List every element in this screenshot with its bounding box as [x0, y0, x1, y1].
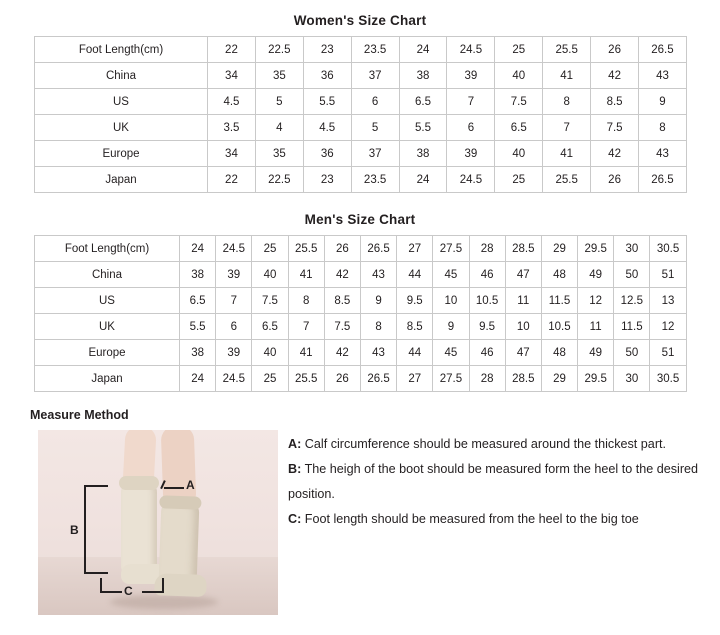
womens-size-table: [34, 36, 687, 193]
table-cell: 41: [543, 63, 591, 89]
row-label: US: [35, 89, 208, 115]
table-cell: 11.5: [614, 314, 650, 340]
table-cell: 51: [650, 340, 686, 366]
table-cell: 9.5: [469, 314, 505, 340]
annotation-a-label: A: [186, 478, 195, 492]
table-cell: 37: [351, 63, 399, 89]
table-cell: 43: [639, 141, 687, 167]
table-row: [35, 288, 687, 314]
table-cell: 25: [252, 366, 288, 392]
table-cell: 6.5: [399, 89, 447, 115]
table-cell: 7: [216, 288, 252, 314]
table-cell: 41: [543, 141, 591, 167]
table-cell: 27: [397, 236, 433, 262]
measure-method-instructions: [288, 432, 700, 532]
measure-instruction-text: Foot length should be measured from the heel to the big toe: [301, 512, 639, 526]
table-row: [35, 37, 687, 63]
table-cell: 40: [252, 340, 288, 366]
measure-instruction-key: C:: [288, 512, 302, 526]
table-cell: 4.5: [303, 115, 351, 141]
table-cell: 40: [495, 141, 543, 167]
table-cell: 35: [255, 63, 303, 89]
table-cell: 23.5: [351, 167, 399, 193]
table-cell: 11: [505, 288, 541, 314]
table-cell: 26.5: [639, 167, 687, 193]
table-cell: 8: [288, 288, 324, 314]
table-cell: 9: [639, 89, 687, 115]
table-cell: 5.5: [303, 89, 351, 115]
table-cell: 10: [433, 288, 469, 314]
table-cell: 7.5: [591, 115, 639, 141]
annotation-c-line-right: [142, 591, 164, 593]
table-cell: 43: [360, 340, 396, 366]
table-row: [35, 340, 687, 366]
table-cell: 47: [505, 340, 541, 366]
measure-instruction-key: A:: [288, 437, 302, 451]
table-cell: 7: [288, 314, 324, 340]
photo-boot-right-cuff: [159, 495, 201, 509]
table-cell: 43: [639, 63, 687, 89]
table-cell: 22: [208, 167, 256, 193]
table-cell: 39: [447, 63, 495, 89]
table-cell: 47: [505, 262, 541, 288]
table-cell: 10.5: [469, 288, 505, 314]
table-cell: 41: [288, 262, 324, 288]
table-cell: 51: [650, 262, 686, 288]
measure-instruction: [288, 507, 700, 532]
table-cell: 28: [469, 366, 505, 392]
table-cell: 5.5: [399, 115, 447, 141]
table-cell: 41: [288, 340, 324, 366]
mens-size-table-wrap: [34, 235, 686, 392]
table-cell: 39: [216, 340, 252, 366]
table-cell: 50: [614, 262, 650, 288]
table-cell: 9: [360, 288, 396, 314]
table-cell: 4.5: [208, 89, 256, 115]
table-cell: 49: [578, 340, 614, 366]
mens-chart-title: Men's Size Chart: [304, 212, 416, 227]
table-cell: 4: [255, 115, 303, 141]
table-cell: 43: [360, 262, 396, 288]
table-cell: 36: [303, 141, 351, 167]
table-cell: 38: [399, 141, 447, 167]
table-cell: 45: [433, 340, 469, 366]
measure-instruction: [288, 457, 700, 507]
table-cell: 27.5: [433, 236, 469, 262]
table-cell: 5: [351, 115, 399, 141]
row-label: Foot Length(cm): [35, 236, 180, 262]
table-cell: 25: [495, 167, 543, 193]
table-row: [35, 141, 687, 167]
table-cell: 46: [469, 262, 505, 288]
table-cell: 26: [324, 236, 360, 262]
table-cell: 7.5: [495, 89, 543, 115]
row-label: China: [35, 262, 180, 288]
table-cell: 46: [469, 340, 505, 366]
table-cell: 26: [324, 366, 360, 392]
womens-size-table-wrap: [34, 36, 686, 193]
table-cell: 30.5: [650, 236, 686, 262]
table-cell: 25.5: [543, 167, 591, 193]
annotation-c-line-left: [100, 591, 122, 593]
table-cell: 42: [591, 141, 639, 167]
table-cell: 6: [216, 314, 252, 340]
table-cell: 39: [447, 141, 495, 167]
measure-method-photo: [38, 430, 278, 615]
table-cell: 8: [639, 115, 687, 141]
table-cell: 24.5: [447, 167, 495, 193]
table-row: [35, 366, 687, 392]
table-cell: 6.5: [252, 314, 288, 340]
table-cell: 10: [505, 314, 541, 340]
table-cell: 24.5: [216, 236, 252, 262]
table-cell: 12.5: [614, 288, 650, 314]
table-cell: 25.5: [288, 366, 324, 392]
table-cell: 26.5: [360, 366, 396, 392]
table-cell: 37: [351, 141, 399, 167]
table-cell: 40: [495, 63, 543, 89]
table-row: [35, 262, 687, 288]
table-cell: 6: [447, 115, 495, 141]
table-cell: 25.5: [288, 236, 324, 262]
table-cell: 8: [543, 89, 591, 115]
table-cell: 26.5: [639, 37, 687, 63]
row-label: UK: [35, 115, 208, 141]
table-cell: 29: [541, 366, 577, 392]
annotation-c-label: C: [124, 584, 133, 598]
table-cell: 50: [614, 340, 650, 366]
table-cell: 35: [255, 141, 303, 167]
photo-boot-left-cuff: [119, 476, 159, 490]
row-label: Europe: [35, 340, 180, 366]
table-cell: 23.5: [351, 37, 399, 63]
table-cell: 7: [447, 89, 495, 115]
table-cell: 28.5: [505, 236, 541, 262]
table-cell: 6: [351, 89, 399, 115]
table-row: [35, 89, 687, 115]
table-row: [35, 167, 687, 193]
annotation-b-top-tick: [84, 485, 108, 487]
table-cell: 7: [543, 115, 591, 141]
table-cell: 12: [650, 314, 686, 340]
table-cell: 3.5: [208, 115, 256, 141]
table-cell: 5: [255, 89, 303, 115]
annotation-c-right-tick: [162, 578, 164, 592]
row-label: UK: [35, 314, 180, 340]
row-label: Foot Length(cm): [35, 37, 208, 63]
table-cell: 8: [360, 314, 396, 340]
table-cell: 39: [216, 262, 252, 288]
annotation-b-bottom-tick: [84, 572, 108, 574]
table-cell: 22.5: [255, 37, 303, 63]
table-cell: 22.5: [255, 167, 303, 193]
table-cell: 30: [614, 236, 650, 262]
table-cell: 38: [180, 262, 216, 288]
table-cell: 48: [541, 340, 577, 366]
table-cell: 45: [433, 262, 469, 288]
table-cell: 48: [541, 262, 577, 288]
table-cell: 29.5: [578, 366, 614, 392]
table-cell: 26.5: [360, 236, 396, 262]
photo-leg-right: [161, 430, 197, 505]
table-cell: 44: [397, 262, 433, 288]
table-cell: 42: [591, 63, 639, 89]
table-cell: 26: [591, 167, 639, 193]
table-cell: 23: [303, 37, 351, 63]
table-row: [35, 236, 687, 262]
table-cell: 40: [252, 262, 288, 288]
annotation-c-left-tick: [100, 578, 102, 592]
measure-instruction: [288, 432, 700, 457]
row-label: US: [35, 288, 180, 314]
table-cell: 7.5: [324, 314, 360, 340]
table-cell: 22: [208, 37, 256, 63]
table-cell: 11: [578, 314, 614, 340]
table-cell: 34: [208, 63, 256, 89]
table-cell: 5.5: [180, 314, 216, 340]
measure-instruction-text: Calf circumference should be measured around the thickest part.: [301, 437, 667, 451]
table-cell: 24.5: [447, 37, 495, 63]
row-label: Japan: [35, 366, 180, 392]
table-row: [35, 63, 687, 89]
table-cell: 9.5: [397, 288, 433, 314]
table-cell: 25: [495, 37, 543, 63]
table-cell: 29.5: [578, 236, 614, 262]
table-cell: 24.5: [216, 366, 252, 392]
table-cell: 42: [324, 340, 360, 366]
table-cell: 28: [469, 236, 505, 262]
table-cell: 8.5: [397, 314, 433, 340]
table-cell: 7.5: [252, 288, 288, 314]
table-cell: 27.5: [433, 366, 469, 392]
table-cell: 23: [303, 167, 351, 193]
table-cell: 6.5: [495, 115, 543, 141]
table-cell: 38: [399, 63, 447, 89]
table-cell: 24: [399, 167, 447, 193]
annotation-a-line: [164, 487, 184, 489]
table-cell: 30.5: [650, 366, 686, 392]
table-cell: 28.5: [505, 366, 541, 392]
table-cell: 42: [324, 262, 360, 288]
photo-boot-left: [121, 482, 157, 574]
table-cell: 26: [591, 37, 639, 63]
table-cell: 12: [578, 288, 614, 314]
table-cell: 10.5: [541, 314, 577, 340]
row-label: China: [35, 63, 208, 89]
table-cell: 9: [433, 314, 469, 340]
annotation-b-line: [84, 485, 86, 573]
table-cell: 24: [180, 366, 216, 392]
table-cell: 34: [208, 141, 256, 167]
table-cell: 8.5: [591, 89, 639, 115]
table-cell: 6.5: [180, 288, 216, 314]
table-cell: 44: [397, 340, 433, 366]
table-cell: 29: [541, 236, 577, 262]
womens-chart-title: Women's Size Chart: [293, 13, 427, 28]
row-label: Europe: [35, 141, 208, 167]
photo-boot-right: [159, 501, 200, 584]
table-cell: 8.5: [324, 288, 360, 314]
table-cell: 38: [180, 340, 216, 366]
table-cell: 25: [252, 236, 288, 262]
table-cell: 11.5: [541, 288, 577, 314]
table-cell: 24: [180, 236, 216, 262]
measure-instruction-text: The heigh of the boot should be measured form the heel to the desired position.: [288, 462, 699, 501]
table-row: [35, 115, 687, 141]
row-label: Japan: [35, 167, 208, 193]
annotation-b-label: B: [70, 523, 79, 537]
measure-method-title: Measure Method: [30, 408, 129, 422]
table-cell: 24: [399, 37, 447, 63]
table-cell: 27: [397, 366, 433, 392]
table-cell: 25.5: [543, 37, 591, 63]
measure-instruction-key: B:: [288, 462, 302, 476]
table-row: [35, 314, 687, 340]
table-cell: 13: [650, 288, 686, 314]
table-cell: 36: [303, 63, 351, 89]
table-cell: 49: [578, 262, 614, 288]
mens-size-table: [34, 235, 687, 392]
table-cell: 30: [614, 366, 650, 392]
